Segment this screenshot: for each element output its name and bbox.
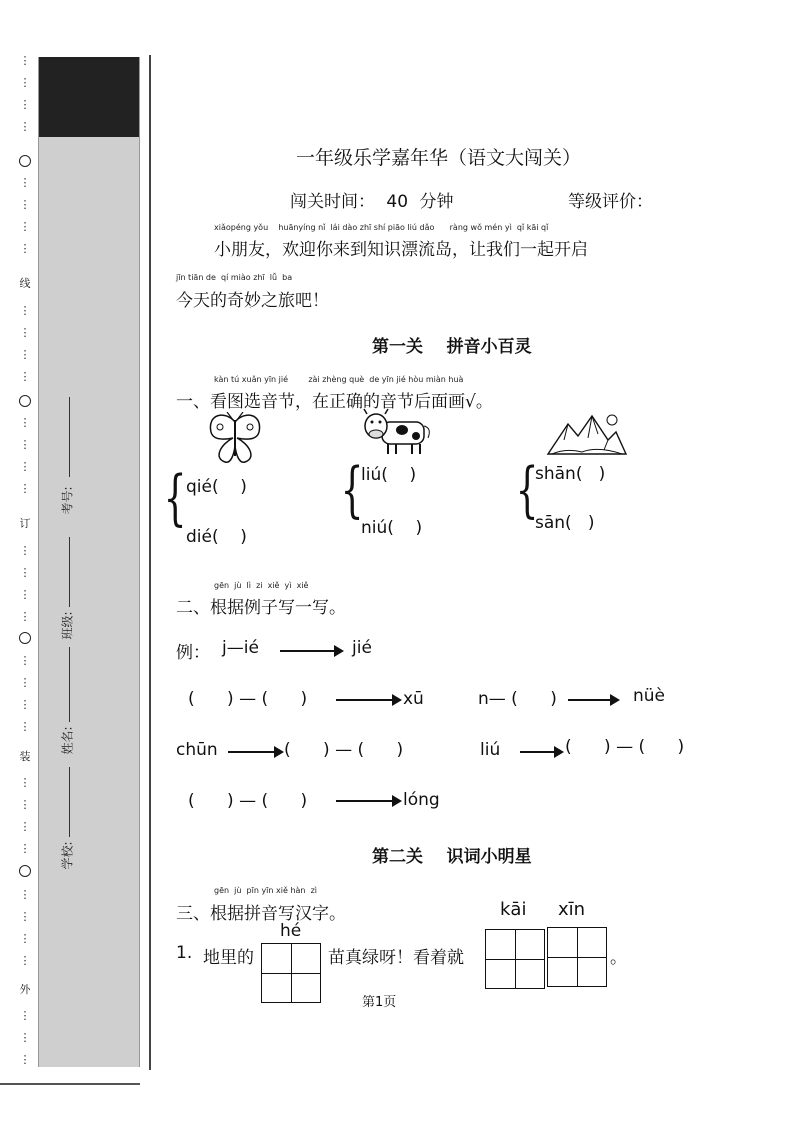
binding-strip (38, 57, 140, 1067)
intro-line1: 小朋友，欢迎你来到知识漂流岛，让我们一起开启 (214, 240, 588, 260)
margin-line-label: 线 (19, 277, 31, 290)
writing-grid-xin[interactable] (547, 927, 607, 987)
q2-text: 二、根据例子写一写。 (176, 598, 346, 618)
box2-pinyin-xin: xīn (558, 899, 586, 920)
writing-grid-he[interactable] (261, 943, 321, 1003)
level2-heading: 第二关 识词小明星 (372, 847, 532, 867)
arrow-icon (336, 800, 400, 802)
row2-blanks[interactable]: ( ) — ( ) (284, 740, 404, 760)
grade-label: 等级评价： (568, 192, 653, 212)
xuexiao-blank (69, 767, 70, 837)
kaohao-blank (69, 397, 70, 477)
cow-icon (362, 408, 434, 458)
arrow-icon (280, 650, 342, 652)
row3-blanks[interactable]: ( ) — ( ) (188, 791, 308, 811)
q1-text: 一、看图选音节，在正确的音节后面画√。 (176, 392, 493, 412)
arrow-icon (228, 751, 282, 753)
binding-dotted-line: ⋮ ⋮ ⋮ ⋮ ⋮ ⋮ ⋮ ⋮ 线 ⋮ ⋮ ⋮ ⋮ ⋮ ⋮ ⋮ ⋮ 订 ⋮ ⋮ ⋮ ⋮ ⋮ ⋮ ⋮ ⋮ 装 ⋮ ⋮ ⋮ ⋮ ⋮ ⋮ ⋮ ⋮ 外 ⋮ ⋮ ⋮ (14, 55, 36, 1075)
page-title: 一年级乐学嘉年华（语文大闯关） (296, 147, 582, 169)
mountain-icon (546, 410, 628, 458)
banji-label: 班级: (60, 611, 75, 640)
row1b-result: nüè (633, 686, 666, 706)
option-liu[interactable]: liú( ) (361, 465, 417, 485)
brace-left-2: { (340, 455, 364, 525)
xingming-blank (69, 647, 70, 722)
option-san[interactable]: sān( ) (535, 513, 595, 533)
binding-ring (19, 865, 31, 877)
item1-end: 。 (610, 948, 627, 968)
row3-result: lóng (403, 790, 440, 810)
arrow-icon (336, 699, 400, 701)
example-label: 例： (176, 643, 210, 663)
margin-ding-label: 订 (19, 517, 31, 530)
row1-result: xū (403, 689, 424, 709)
binding-ring (19, 155, 31, 167)
writing-grid-kai[interactable] (485, 929, 545, 989)
kaohao-label: 考号: (60, 486, 75, 515)
row1b-blanks[interactable]: n— ( ) (478, 689, 557, 709)
xuexiao-label: 学校: (60, 841, 75, 870)
margin-wai-label: 外 (19, 983, 31, 996)
row2-source: chūn (176, 740, 218, 760)
q3-text: 三、根据拼音写汉字。 (176, 904, 346, 924)
arrow-icon (520, 751, 562, 753)
option-shan[interactable]: shān( ) (535, 464, 606, 484)
option-die[interactable]: dié( ) (186, 527, 247, 547)
option-niu[interactable]: niú( ) (361, 518, 423, 538)
arrow-icon (568, 699, 618, 701)
item1-part1: 地里的 (203, 948, 254, 968)
page-number: 第1页 (362, 995, 397, 1010)
item1-number: 1. (176, 943, 193, 963)
example-right: jié (352, 638, 372, 658)
butterfly-icon (205, 412, 265, 467)
box2-pinyin-kai: kāi (500, 899, 527, 920)
margin-zhuang-label: 装 (19, 750, 31, 763)
bottom-rule (0, 1083, 140, 1085)
binding-strip-header (39, 57, 139, 137)
intro-line1-pinyin: xiǎopéng yǒu huānyíng nǐ lái dào zhī shí piāo liú dǎo ràng wǒ mén yì qǐ kāi qǐ (214, 223, 549, 232)
time-unit: 分钟 (419, 192, 454, 212)
brace-left-3: { (515, 455, 539, 525)
box1-pinyin: hé (280, 921, 302, 941)
row2b-blanks[interactable]: ( ) — ( ) (565, 737, 685, 757)
binding-ring (19, 632, 31, 644)
brace-left-1: { (163, 463, 187, 533)
item1-part2: 苗真绿呀！看着就 (328, 948, 464, 968)
margin-divider (149, 55, 151, 1070)
binding-ring (19, 395, 31, 407)
intro-line2: 今天的奇妙之旅吧！ (176, 291, 329, 311)
q2-pinyin: gēn jù lì zi xiě yì xiě (214, 581, 309, 590)
q3-pinyin: gēn jù pīn yīn xiě hàn zì (214, 886, 317, 895)
time-value: 40 (386, 192, 409, 212)
time-label: 闯关时间： (290, 192, 375, 212)
xingming-label: 姓名: (60, 726, 75, 755)
intro-line2-pinyin: jīn tiān de qí miào zhī lǚ ba (176, 273, 293, 282)
q1-pinyin: kàn tú xuǎn yīn jié zài zhèng què de yīn jié hòu miàn huà (214, 375, 464, 384)
level1-heading: 第一关 拼音小百灵 (372, 337, 532, 357)
option-qie[interactable]: qié( ) (186, 477, 247, 497)
row1-blanks[interactable]: ( ) — ( ) (188, 689, 308, 709)
row2b-source: liú (480, 740, 501, 760)
time-info (290, 187, 453, 212)
banji-blank (69, 537, 70, 607)
example-left: j—ié (222, 638, 259, 658)
